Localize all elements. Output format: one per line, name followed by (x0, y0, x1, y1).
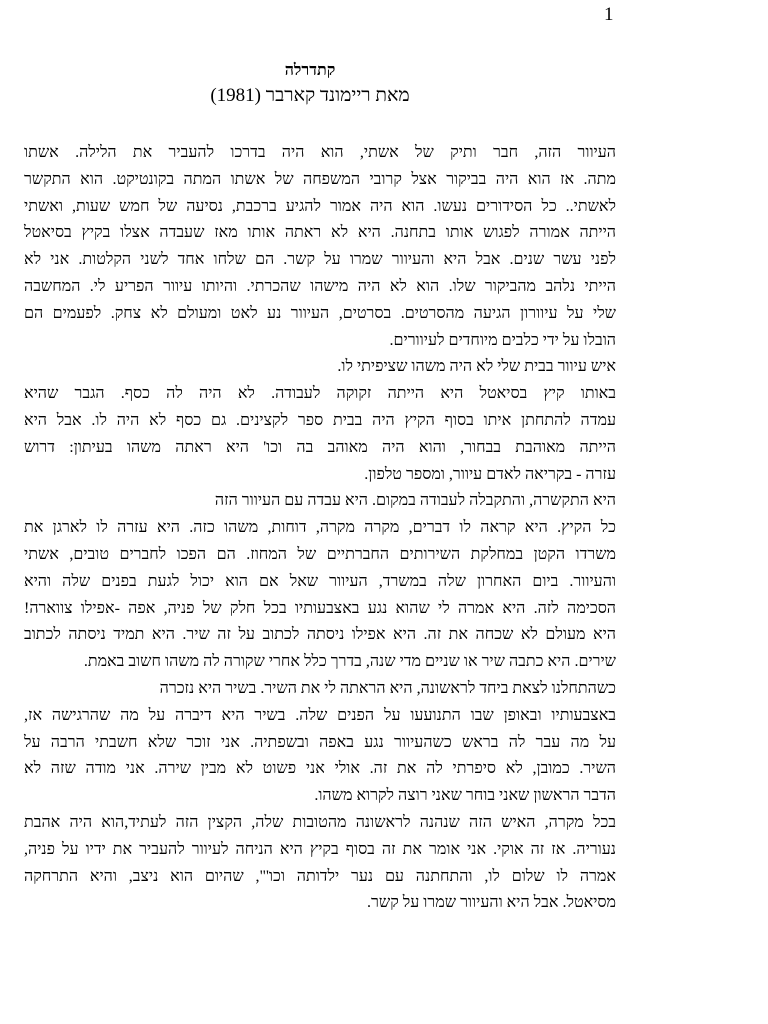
text-line: עמדה להתחתן איתו בסוף הקיץ היה בבית ספר לקצינים. גם כסף לא היה לו. אבל היא (24, 411, 616, 429)
text-line: מסיאטל. אבל היא והעיוור שמרו על קשר. (367, 894, 616, 912)
text-line: שירים. היא כתבה שיר או שניים מדי שנה, בדרך כלל אחרי שקורה לה משהו חשוב באמת. (83, 653, 616, 671)
text-line: הובלו על ידי כלבים מיוחדים לעיוורים. (389, 331, 616, 349)
paragraph (24, 515, 616, 676)
text-line: הסכימה לזה. היא אמרה לי שהוא נגע באצבעותיו בכל חלק של פניה, אפה -אפילו צווארה! (24, 599, 616, 617)
paragraph (24, 354, 616, 381)
story-byline: מאת ריימונד קארבר (1981) (210, 85, 410, 106)
paragraph (24, 810, 616, 917)
story-title: קתדרלה (284, 62, 336, 79)
paragraph (24, 381, 616, 488)
text-line: לפני עשר שנים. אבל היא והעיוור שמרו על קשר. הם שלחו אחד לשני הקלטות. אני לא (24, 251, 616, 269)
text-line: הייתה מאוהבת בבחור, והוא היה מאוהב בה וכו' היא ראתה משהו בעיתון: דרוש (24, 438, 616, 456)
text-line: העיוור הזה, חבר ותיק של אשתי, הוא היה בדרכו להעביר את הלילה. אשתו (24, 144, 616, 161)
text-line: כשהתחלנו לצאת ביחד לראשונה, היא הראתה לי את השיר. בשיר היא נזכרה (159, 679, 616, 697)
title-block (0, 60, 620, 108)
text-line: עזרה - בקריאה לאדם עיוור, ומספר טלפון. (364, 465, 616, 483)
text-line: על מה עבר לה בראש כשהעיוור נגע באפה ובשפתיה. אני זוכר שלא חשבתי הרבה על (24, 733, 616, 751)
text-line: באצבעותיו ובאופן שבו התנועעו על הפנים שלה. בשיר היא דיברה על מה שהרגישה אז, (24, 706, 616, 724)
text-line: השיר. כמובן, לא סיפרתי לה את זה. אולי אני פשוט לא מבין שירה. אני מודה שזה לא (24, 760, 616, 778)
paragraph (24, 488, 616, 515)
text-line: כל הקיץ. היא קראה לו דברים, מקרה מקרה, דוחות, משהו כזה. היא עזרה לו לארגן את (24, 519, 616, 537)
text-line: בכל מקרה, האיש הזה שנהנה לראשונה מהטובות שלה, הקצין הזה לעתיד,הוא היה אהבת (24, 813, 616, 831)
paragraph (24, 676, 616, 703)
text-line: נעוריה. אז זה אוקי. אני אומר את זה בסוף בקיץ היא הניחה לעיוור להעביר את ידיו על פניה, (24, 840, 616, 858)
paragraph (24, 140, 616, 354)
text-line: הדבר הראשון שאני בוחר שאני רוצה לקרוא משהו. (314, 787, 616, 805)
text-line: אמרה לו שלום לו, והתחתנה עם נער ילדותה וכו'", שהיום הוא ניצב, והיא התרחקה (24, 867, 616, 885)
text-line: הייתה אמורה לפגוש אותו בתחנה. היא לא ראתה אותו מאז שעבדה אצלו בקיץ בסיאטל (24, 224, 616, 242)
text-line: משרדו הקטן במחלקת השירותים החברתיים של המחוז. הם הפכו לחברים טובים, אשתי (24, 545, 616, 563)
text-line: באותו קיץ בסיאטל היא הייתה זקוקה לעבודה. לא היה לה כסף. הגבר שהיא (24, 385, 616, 403)
text-line: לאשתי.. כל הסידורים נעשו. הוא היה אמור להגיע ברכבת, נסיעה של חמש שעות, ואשתי (24, 197, 616, 215)
text-line: איש עיוור בבית שלי לא היה משהו שציפיתי לו. (337, 358, 616, 376)
text-line: היא התקשרה, והתקבלה לעבודה במקום. היא עבדה עם העיוור הזה (214, 492, 616, 510)
story-body (24, 140, 616, 917)
text-line: מתה. אז הוא היה בביקור אצל קרובי המשפחה של אשתו המתה בקונטיקט. הוא התקשר (24, 170, 616, 188)
text-line: והעיוור. ביום האחרון שלה במשרד, העיוור שאל אם הוא יכול לגעת בפנים שלה והיא (24, 572, 616, 590)
text-line: היא מעולם לא שכחה את זה. היא אפילו ניסתה לכתוב על זה שיר. היא תמיד ניסתה לכתוב (24, 626, 616, 644)
text-line: שלי על עיוורון הגיעה מהסרטים. בסרטים, העיוור נע לאט ומעולם לא צחק. לפעמים הם (24, 304, 616, 322)
text-line: הייתי נלהב מהביקור שלו. הוא לא היה מישהו שהכרתי. והיותו עיוור הפריע לי. המחשבה (24, 277, 616, 295)
page-number: 1 (604, 4, 614, 25)
paragraph (24, 703, 616, 810)
